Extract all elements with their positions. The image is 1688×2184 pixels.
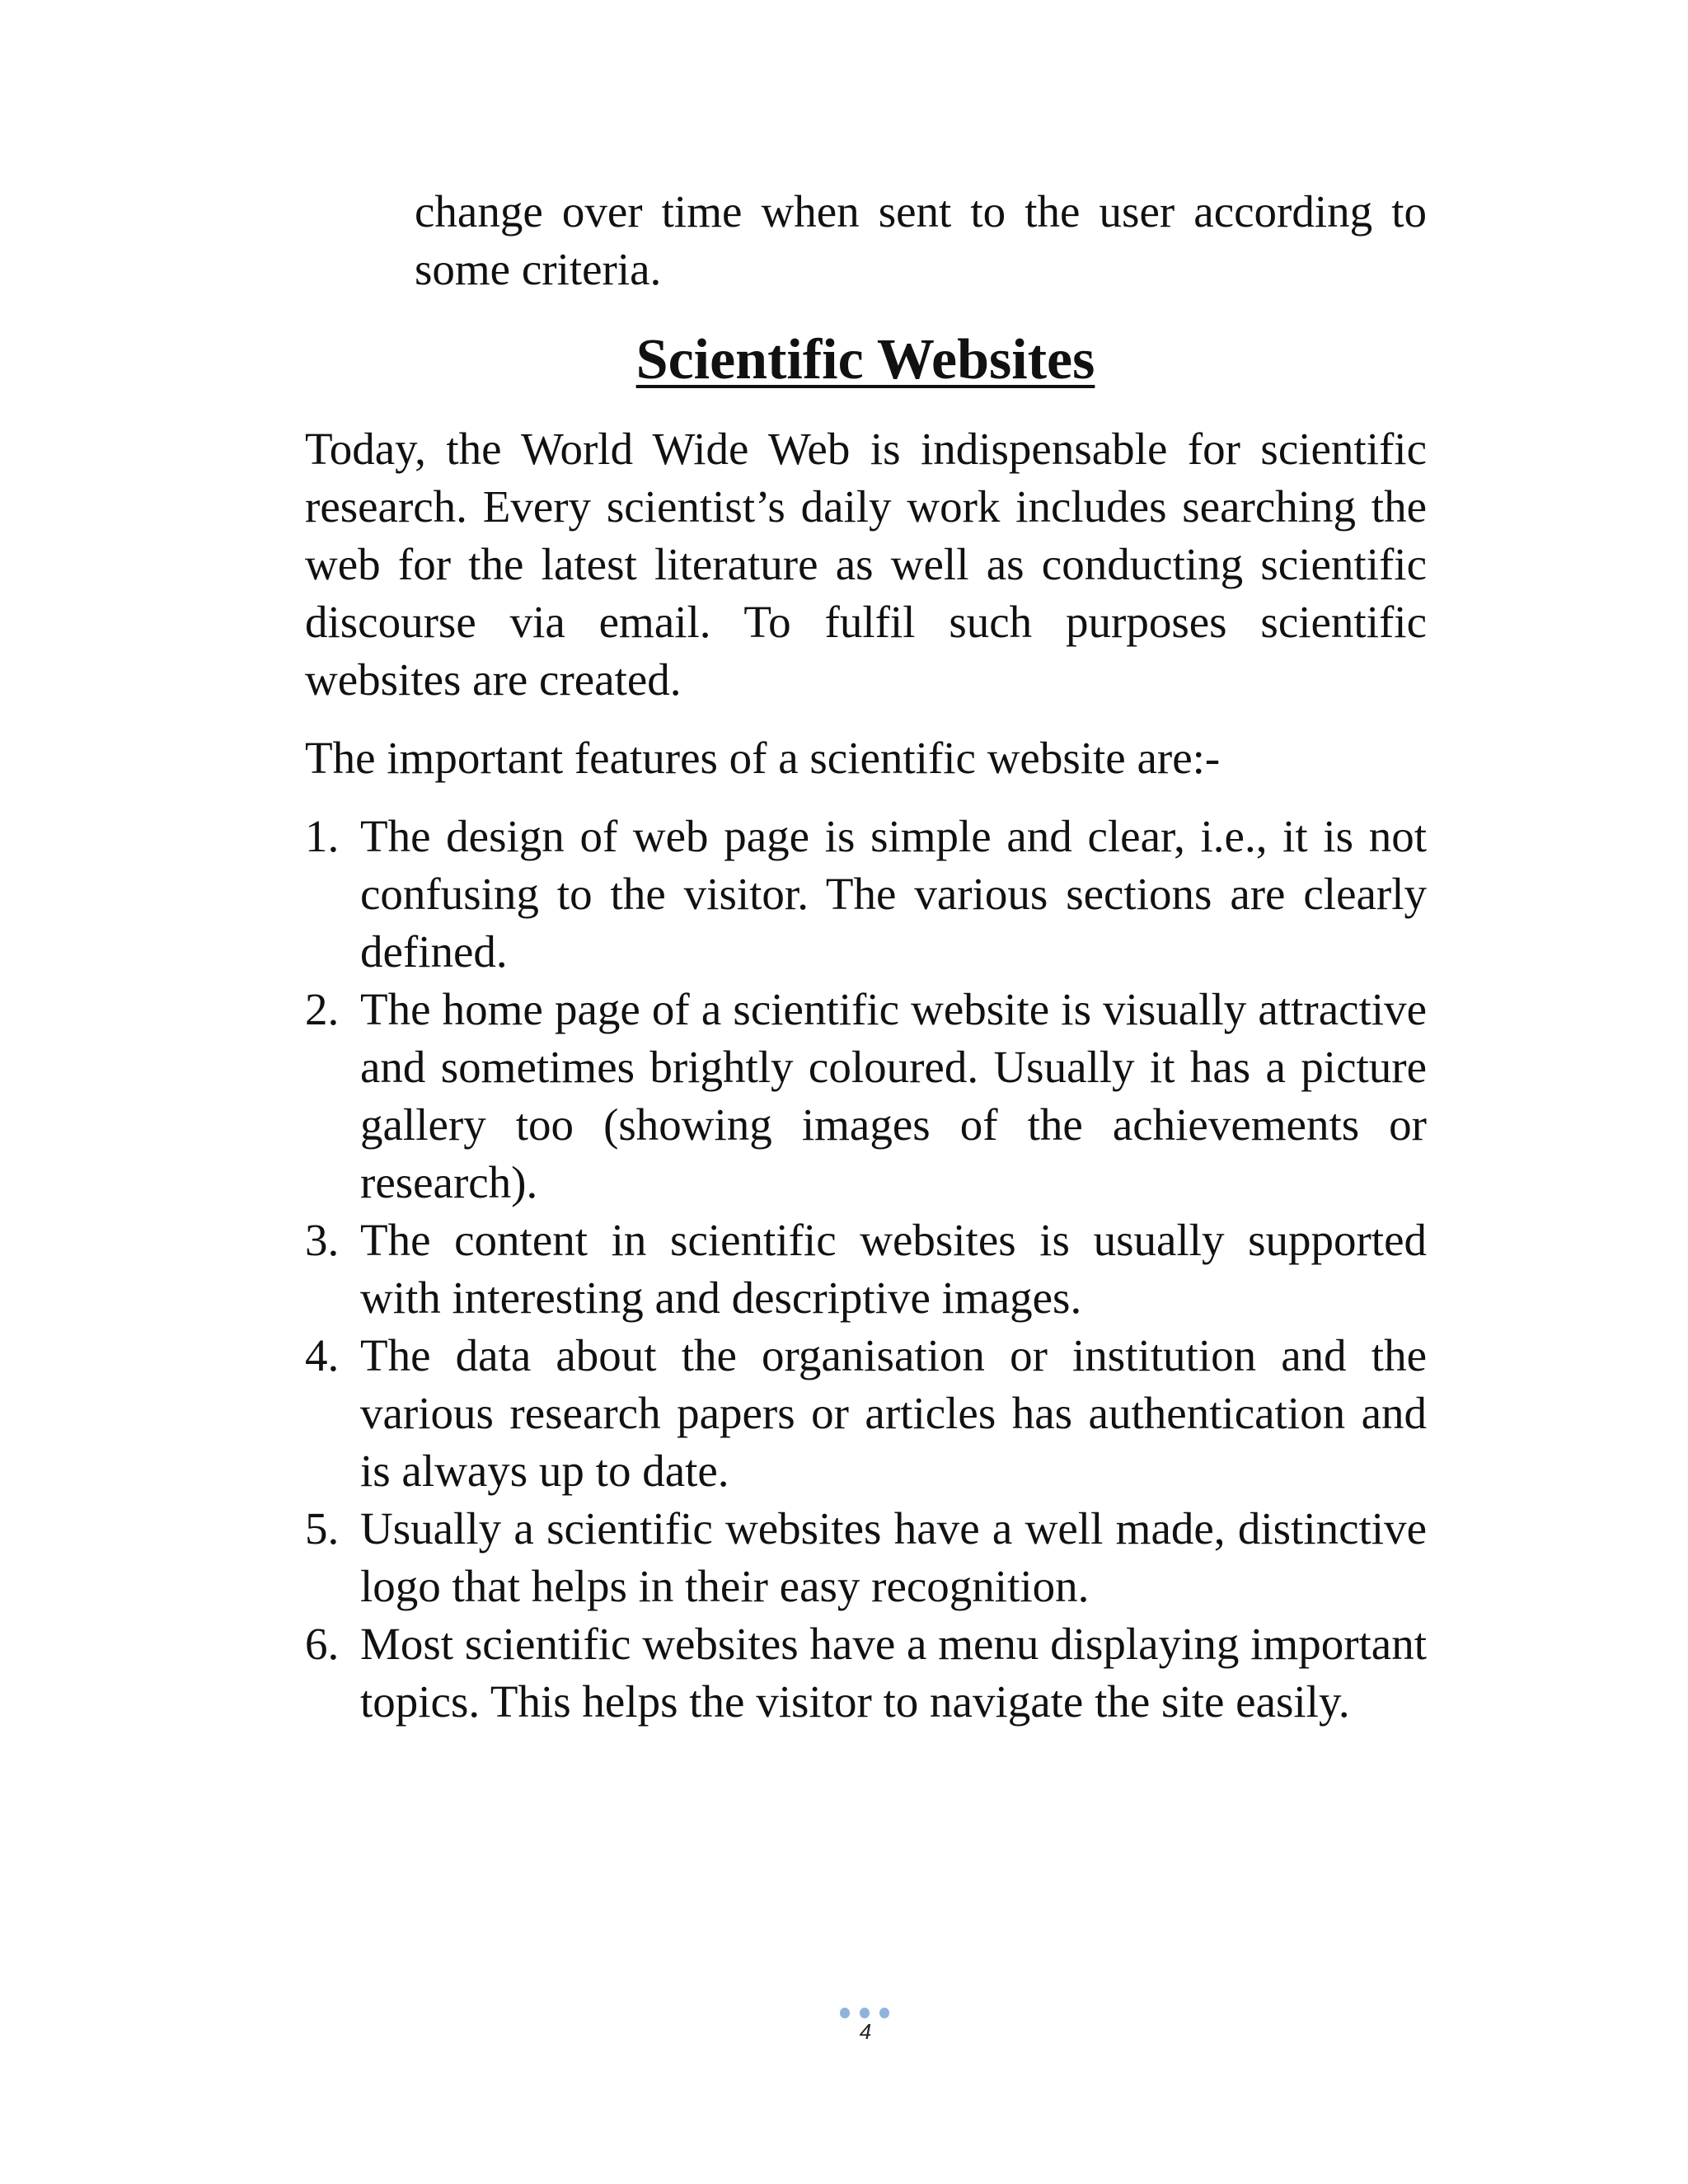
list-item-number: 4. (305, 1330, 340, 1380)
features-lead: The important features of a scientific website are:- (305, 733, 1221, 783)
list-item-text: The home page of a scientific website is visually attractive and sometimes brightly coloured. Usually it has a picture gallery too (showing images of the achievements or research). (360, 984, 1427, 1207)
list-item-text: The data about the organisation or institution and the various research papers or articles has authentication and is always up to date. (360, 1330, 1427, 1496)
list-item-text: Most scientific websites have a menu displaying important topics. This helps the visitor to navigate the site easily. (360, 1619, 1427, 1727)
list-item-text: The design of web page is simple and clear, i.e., it is not confusing to the visitor. The various sections are clearly defined. (360, 811, 1427, 977)
continuation-paragraph: change over time when sent to the user according to some criteria. (415, 186, 1427, 294)
list-item (305, 1615, 1427, 1731)
list-item-number: 3. (305, 1215, 340, 1265)
list-item (305, 981, 1427, 1212)
section-heading: Scientific Websites (635, 328, 1095, 391)
list-item (305, 1212, 1427, 1327)
list-item-text: Usually a scientific websites have a well made, distinctive logo that helps in their easy recognition. (360, 1503, 1427, 1611)
list-item-text: The content in scientific websites is usually supported with interesting and descriptive images. (360, 1215, 1427, 1323)
list-item-number: 2. (305, 984, 340, 1034)
list-item (305, 1327, 1427, 1500)
list-item (305, 808, 1427, 981)
list-item (305, 1500, 1427, 1615)
intro-paragraph: Today, the World Wide Web is indispensable for scientific research. Every scientist’s daily work includes searching the web for the latest literature as well as conducting scientific discourse via email. To fulfil such purposes scientific websites are created. (305, 424, 1427, 705)
list-item-number: 6. (305, 1619, 340, 1669)
page-number: 4 (859, 2019, 872, 2044)
list-item-number: 1. (305, 811, 340, 861)
feature-list (305, 808, 1427, 1731)
list-item-number: 5. (305, 1503, 340, 1554)
